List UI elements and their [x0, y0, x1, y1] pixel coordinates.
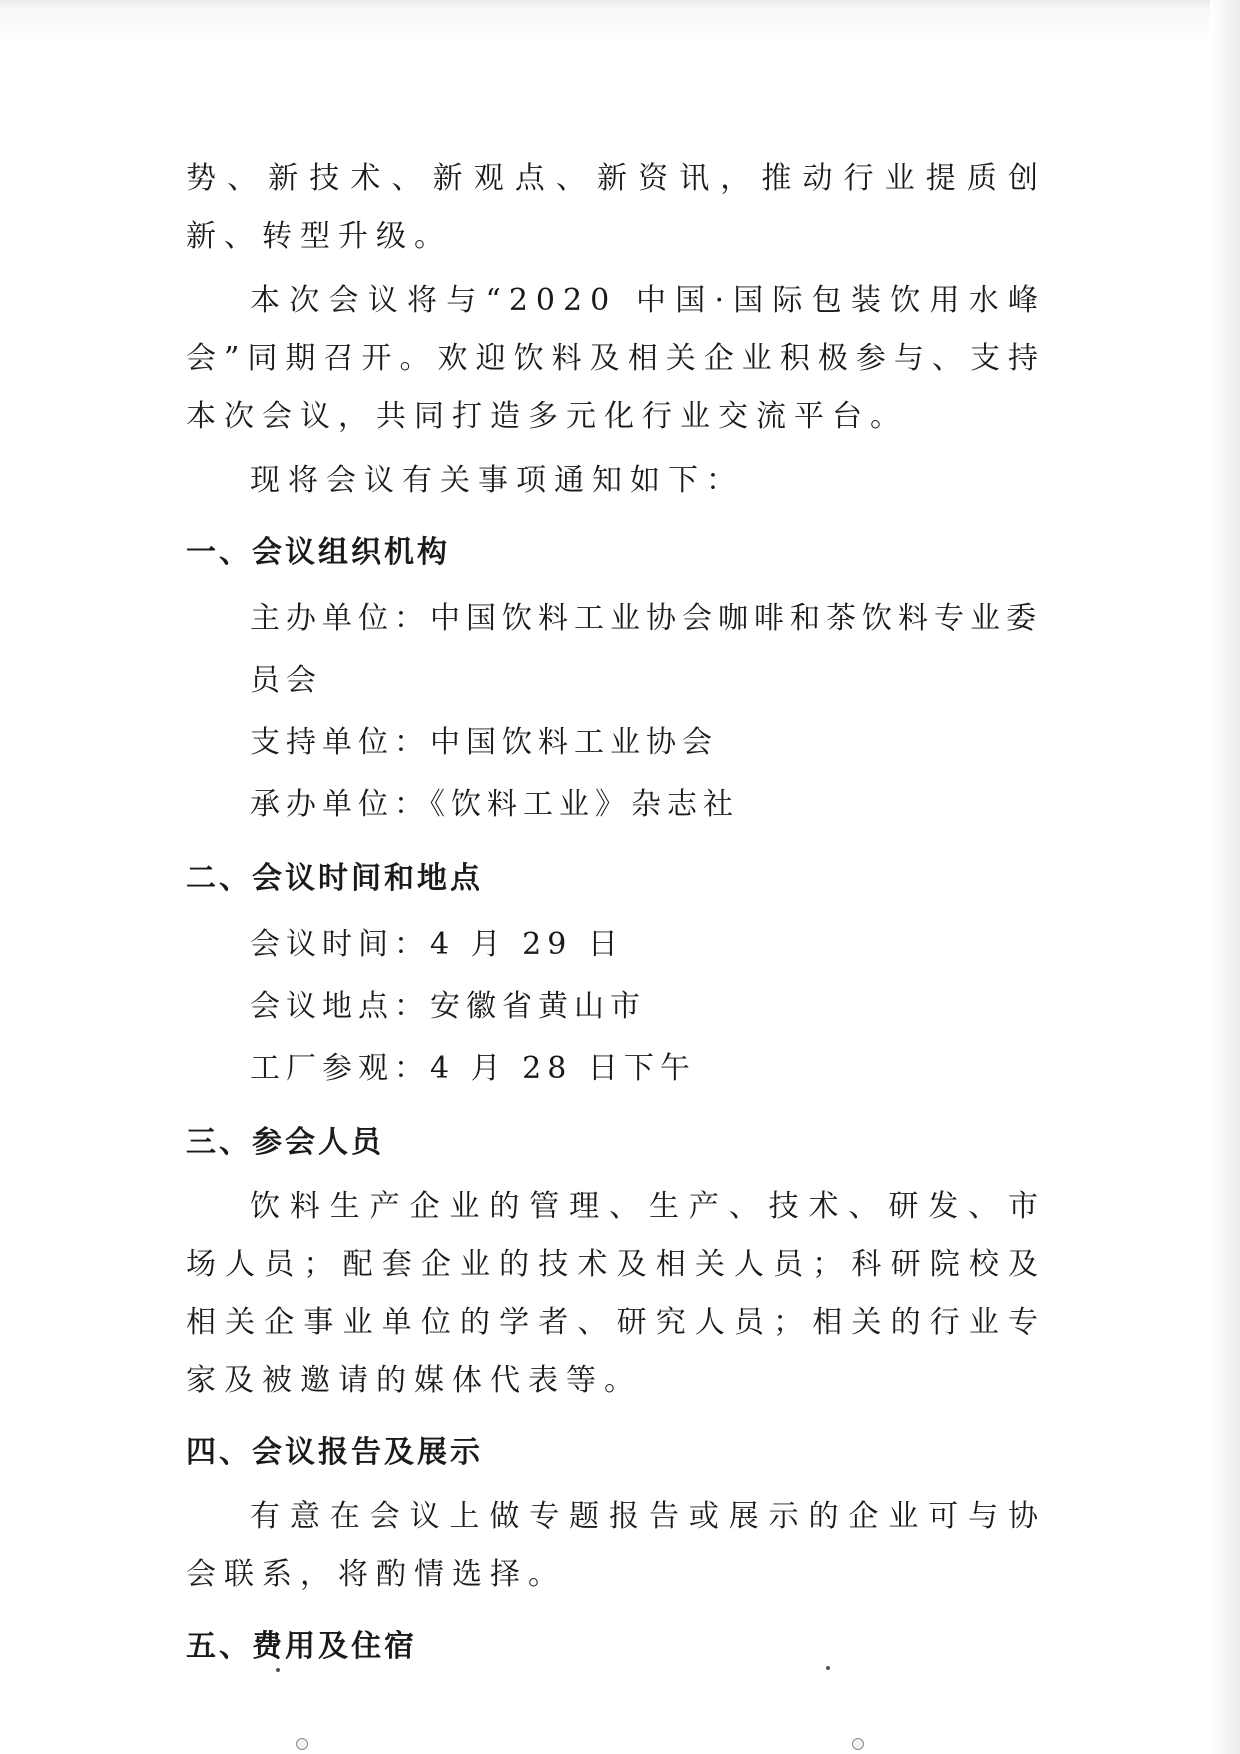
section-1-title: 一、会议组织机构 — [186, 535, 450, 570]
scan-right-edge — [1210, 0, 1240, 1754]
section-2-item-factory-visit: 工厂参观：4 月 28 日下午 — [250, 1051, 696, 1086]
section-2-item-location: 会议地点：安徽省黄山市 — [250, 989, 646, 1024]
intro-paragraph-3: 现将会议有关事项通知如下： — [250, 463, 744, 498]
section-1-item-supporter: 支持单位：中国饮料工业协会 — [250, 725, 718, 760]
section-2-item-time: 会议时间：4 月 29 日 — [250, 927, 624, 962]
section-5-title: 五、费用及住宿 — [186, 1629, 417, 1664]
binding-hole — [852, 1738, 864, 1750]
section-4-title: 四、会议报告及展示 — [186, 1435, 483, 1470]
scan-speck — [826, 1666, 830, 1670]
intro-paragraph-2: 本次会议将与“2020 中国·国际包装饮用水峰会”同期召开。欢迎饮料及相关企业积极参与、支持本次会议，共同打造多元化行业交流平台。 — [186, 283, 1046, 434]
scan-speck — [276, 1668, 280, 1672]
section-3-title: 三、参会人员 — [186, 1125, 384, 1160]
scan-top-edge — [0, 0, 1240, 40]
section-1-item-undertaker: 承办单位：《饮料工业》杂志社 — [250, 787, 739, 822]
intro-continuation: 势、新技术、新观点、新资讯，推动行业提质创新、转型升级。 — [186, 161, 1046, 254]
section-3-body: 饮料生产企业的管理、生产、技术、研发、市场人员；配套企业的技术及相关人员；科研院校及相关企事业单位的学者、研究人员；相关的行业专家及被邀请的媒体代表等。 — [186, 1189, 1046, 1398]
binding-hole — [296, 1738, 308, 1750]
section-4-body: 有意在会议上做专题报告或展示的企业可与协会联系，将酌情选择。 — [186, 1499, 1046, 1592]
section-2-title: 二、会议时间和地点 — [186, 861, 483, 896]
document-page — [186, 150, 1046, 1682]
section-1-item-organizer: 主办单位：中国饮料工业协会咖啡和茶饮料专业委员会 — [250, 601, 1042, 698]
